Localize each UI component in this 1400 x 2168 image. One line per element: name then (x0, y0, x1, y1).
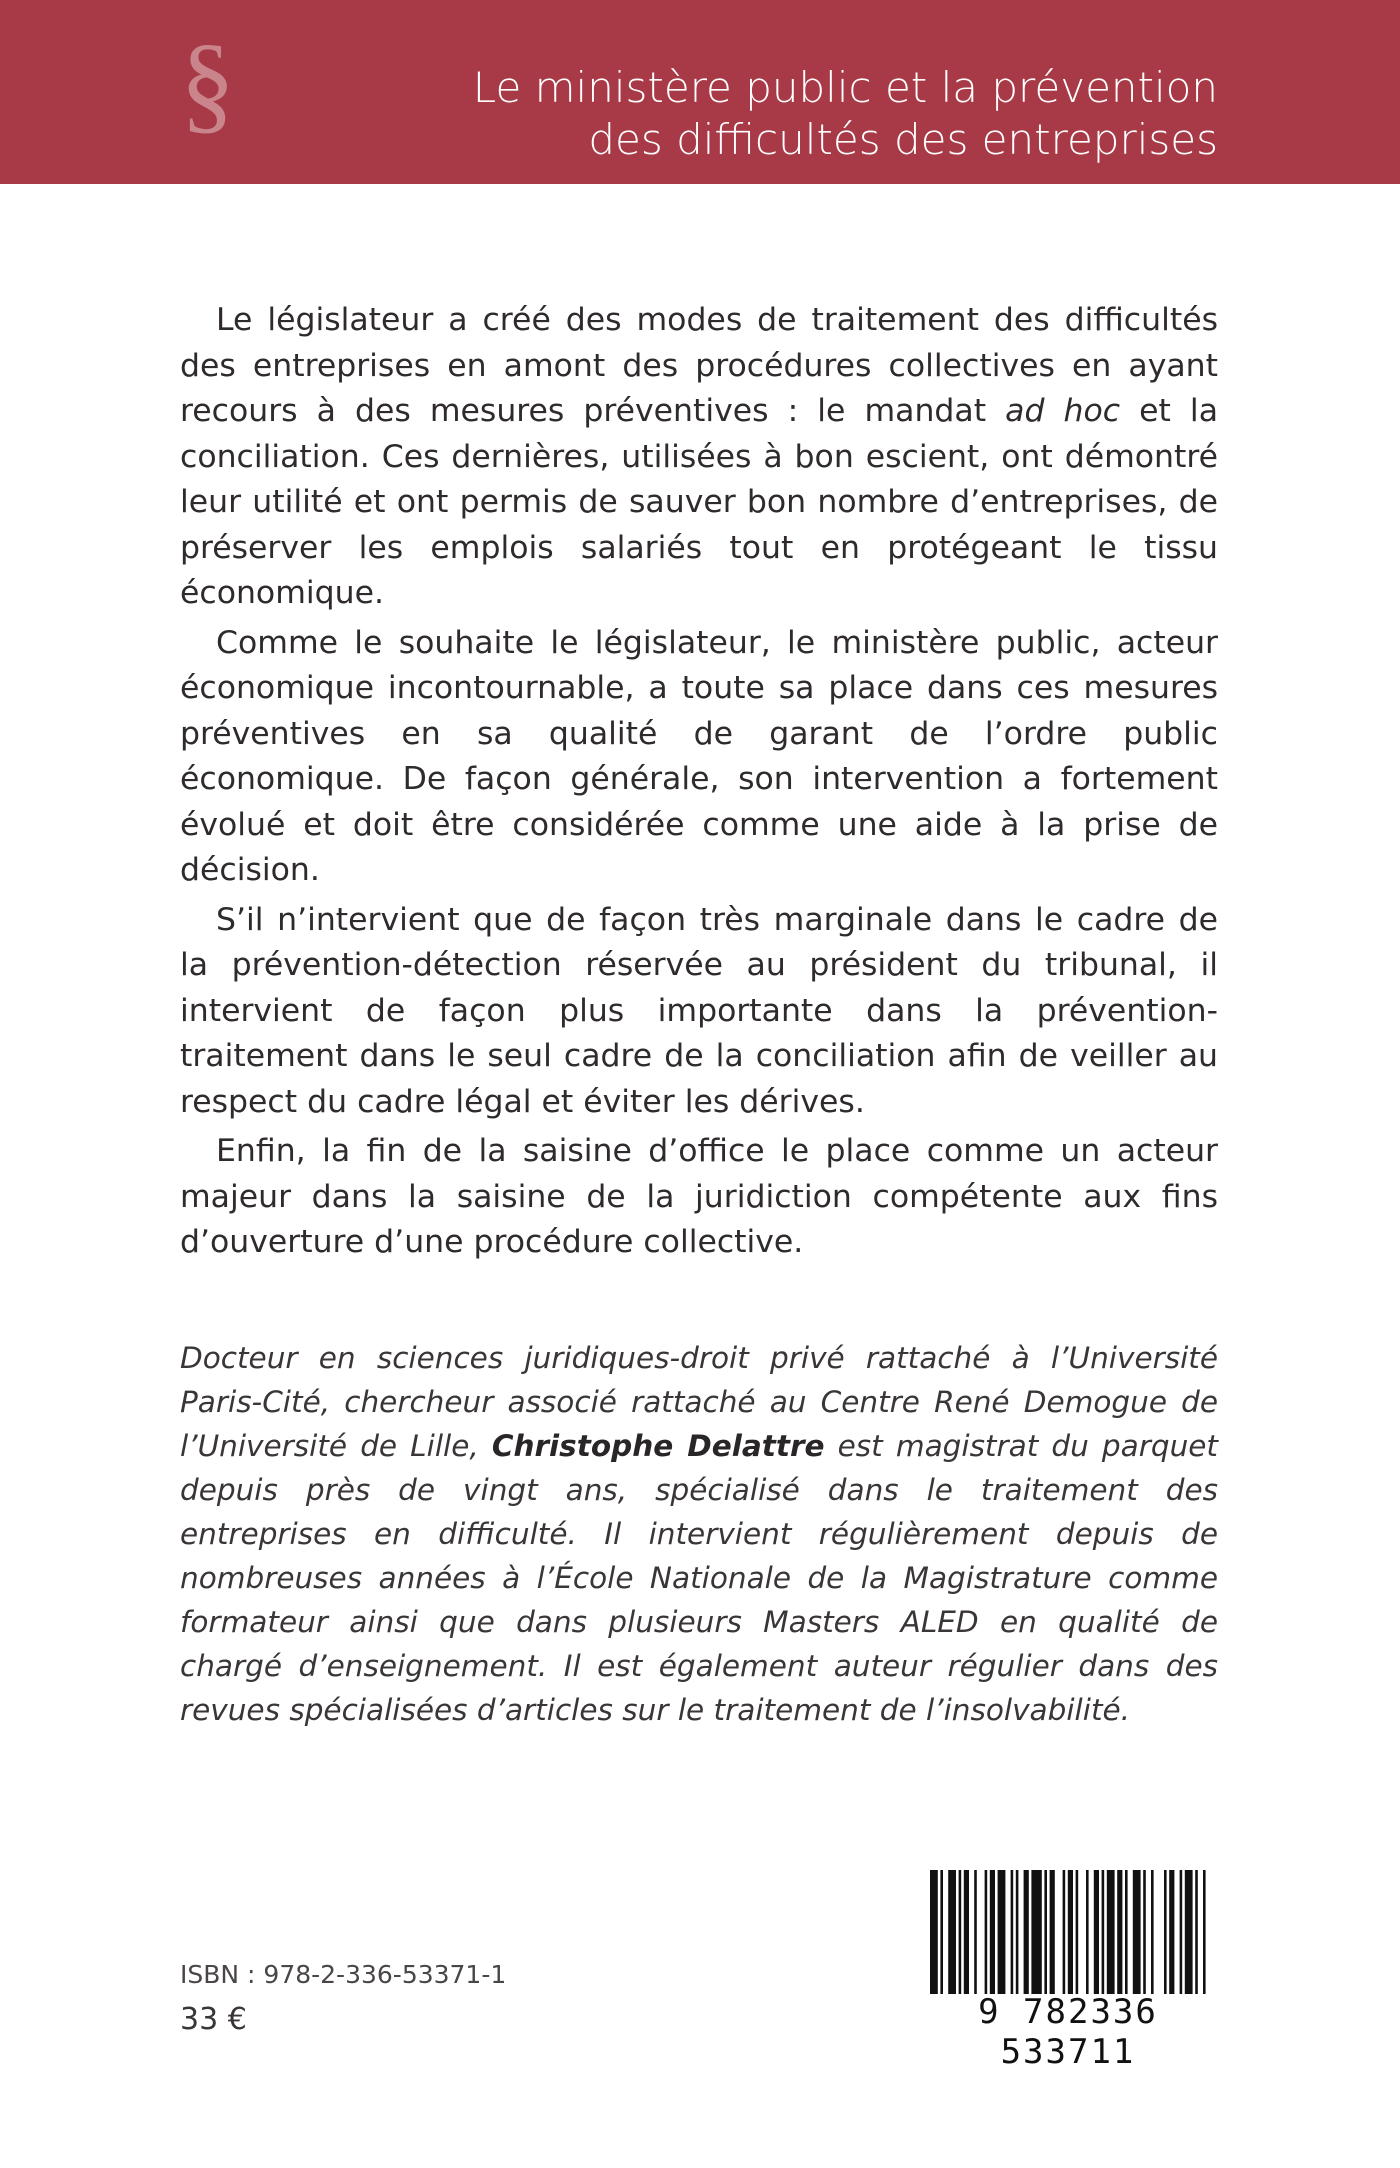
summary-p1-end: et la conciliation. Ces dernières, utilisées à bon escient, ont démontré leur utilité et ont permis de sauver bon nombre d’entreprises, de préserver les emplois salariés tout en protégeant le tissu économique. (180, 393, 1218, 611)
author-name: Christophe Delattre (491, 1429, 825, 1463)
author-bio-start: Docteur en sciences juridiques-droit privé rattaché à l’Université Paris-Cité, chercheur associé rattaché au Centre René Demogue de l’Université de Lille, (180, 1341, 1218, 1463)
price: 33 € (180, 2002, 247, 2037)
book-title (318, 62, 1218, 166)
isbn: ISBN : 978-2-336-53371-1 (180, 1960, 507, 1989)
book-summary (180, 298, 1218, 1270)
barcode-bars-icon (926, 1870, 1210, 1994)
barcode (918, 1864, 1218, 2072)
summary-paragraph-3: S’il n’intervient que de façon très marginale dans le cadre de la prévention-détection réservée au président du tribunal, il intervient de façon plus importante dans la prévention-traitement dans le seul cadre de la conciliation afin de veiller au respect du cadre légal et éviter les dérives. (180, 901, 1218, 1120)
summary-paragraph-1 (180, 298, 1218, 617)
summary-paragraph-4: Enfin, la fin de la saisine d’office le place comme un acteur majeur dans la saisine de la juridiction compétente aux fins d’ouverture d’une procédure collective. (180, 1133, 1218, 1260)
author-bio-end: est magistrat du parquet depuis près de vingt ans, spécialisé dans le traitement des entreprises en difficulté. Il intervient régulièrement depuis de nombreuses années à l’École Nationale de la Magistrature comme formateur ainsi que dans plusieurs Masters ALED en qualité de chargé d’enseignement. Il est également auteur régulier dans des revues spécialisées d’articles sur le traitement de l’insolvabilité. (180, 1429, 1218, 1727)
summary-p1-italic: ad hoc (1005, 393, 1121, 429)
header-band (0, 0, 1400, 184)
section-sign-icon: § (180, 22, 235, 144)
summary-p1-start: Le législateur a créé des modes de traitement des difficultés des entreprises en amont des procédures collectives en ayant recours à des mesures préventives : le mandat (180, 302, 1218, 429)
barcode-number: 9 782336 533711 (978, 1992, 1158, 2072)
book-title-line-2: des difficultés des entreprises (588, 115, 1218, 164)
summary-paragraph-2: Comme le souhaite le législateur, le ministère public, acteur économique incontournable, a toute sa place dans ces mesures préventives en sa qualité de garant de l’ordre public économique. De façon générale, son intervention a fortement évolué et doit être considérée comme une aide à la prise de décision. (180, 624, 1218, 888)
author-bio (180, 1336, 1218, 1732)
book-title-line-1: Le ministère public et la prévention (472, 63, 1218, 112)
